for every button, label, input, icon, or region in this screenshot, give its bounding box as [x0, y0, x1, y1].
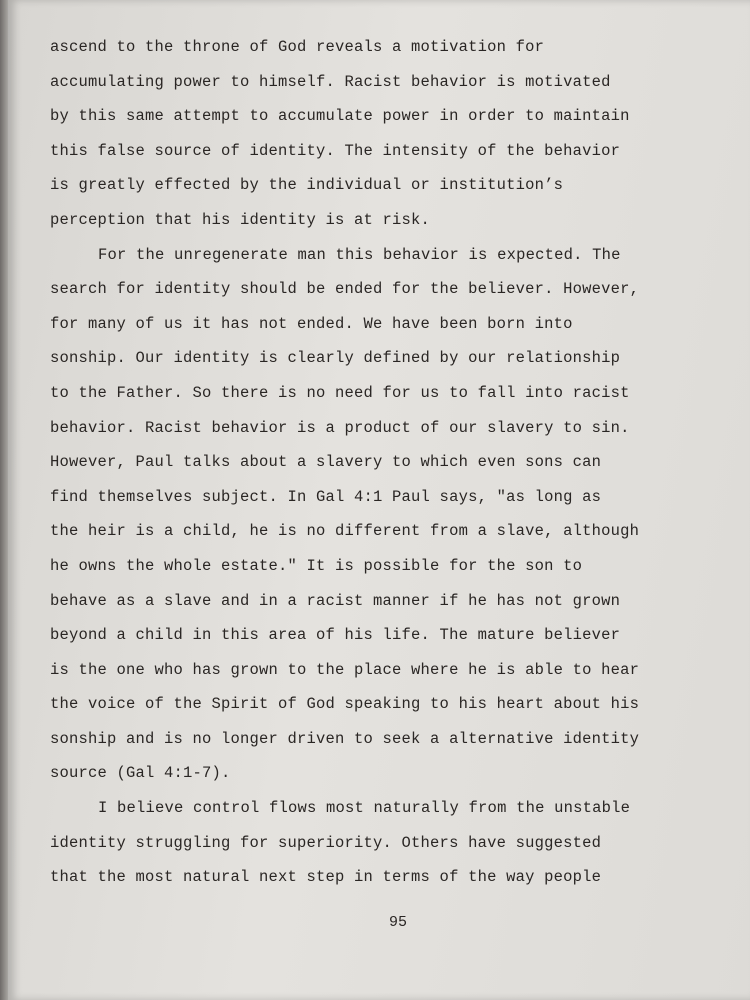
book-spine-shadow — [0, 0, 8, 1000]
book-page — [8, 0, 750, 1000]
text-line: he owns the whole estate." It is possible for the son to — [50, 556, 583, 575]
text-line: sonship. Our identity is clearly defined by our relationship — [50, 349, 621, 368]
text-line: find themselves subject. In Gal 4:1 Paul says, "as long as — [50, 487, 602, 506]
text-line: by this same attempt to accumulate power in order to maintain — [50, 107, 630, 126]
text-line: that the most natural next step in terms of the way people — [50, 868, 602, 887]
text-line: search for identity should be ended for the believer. However, — [50, 280, 640, 299]
text-line: is greatly effected by the individual or institution’s — [50, 176, 564, 195]
text-line: identity struggling for superiority. Others have suggested — [50, 833, 602, 852]
text-line: is the one who has grown to the place where he is able to hear — [50, 660, 640, 679]
text-line: beyond a child in this area of his life. The mature believer — [50, 626, 621, 645]
text-line: this false source of identity. The intensity of the behavior — [50, 141, 621, 160]
text-line: ascend to the throne of God reveals a motivation for — [50, 38, 545, 56]
text-line: the voice of the Spirit of God speaking to his heart about his — [50, 695, 640, 714]
text-line: sonship and is no longer driven to seek a alternative identity — [50, 729, 640, 748]
body-text — [50, 30, 710, 895]
text-line: However, Paul talks about a slavery to which even sons can — [50, 453, 602, 472]
text-line: the heir is a child, he is no different from a slave, although — [50, 522, 640, 541]
paragraph — [50, 30, 710, 238]
text-line: behavior. Racist behavior is a product of our slavery to sin. — [50, 418, 630, 437]
text-line: perception that his identity is at risk. — [50, 210, 431, 229]
text-line: For the unregenerate man this behavior is expected. The — [98, 245, 621, 264]
text-line: accumulating power to himself. Racist behavior is motivated — [50, 72, 611, 91]
text-line: for many of us it has not ended. We have been born into — [50, 314, 573, 333]
text-line: source (Gal 4:1-7). — [50, 764, 231, 783]
text-line: to the Father. So there is no need for us to fall into racist — [50, 383, 630, 402]
text-line: behave as a slave and in a racist manner if he has not grown — [50, 591, 621, 610]
page-number: 95 — [388, 914, 407, 931]
text-line: I believe control flows most naturally from the unstable — [98, 799, 631, 818]
paragraph — [50, 238, 710, 792]
paragraph — [50, 791, 710, 895]
